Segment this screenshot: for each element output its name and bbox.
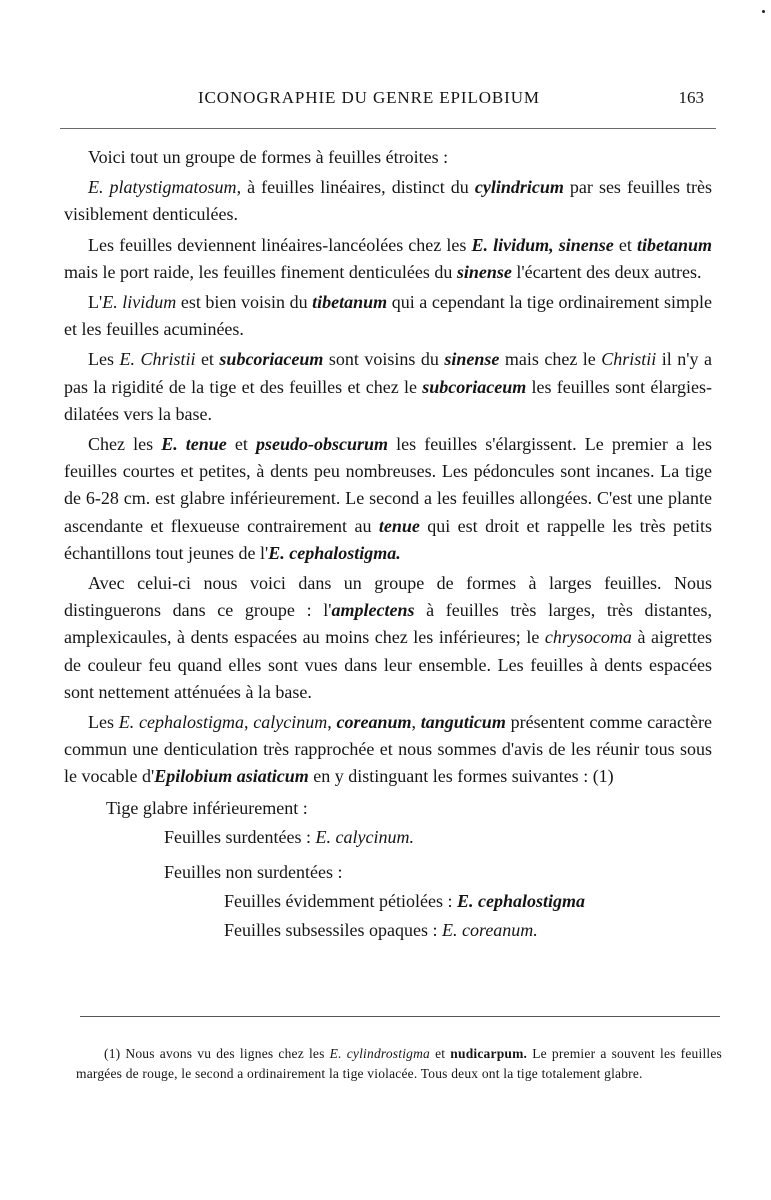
taxon-name: sinense bbox=[444, 349, 500, 370]
taxon-name: sinense bbox=[456, 261, 512, 282]
taxon-name: amplectens bbox=[331, 600, 415, 621]
taxon-name: tenue bbox=[378, 515, 420, 536]
taxon-name: Christii bbox=[601, 349, 657, 370]
taxon-name: E. calycinum. bbox=[315, 826, 414, 847]
taxon-name: tibetanum bbox=[312, 292, 388, 313]
taxon-name: E. platystigmatosum bbox=[88, 177, 237, 198]
key-line: Feuilles non surdentées : bbox=[164, 861, 343, 882]
paragraph: E. platystigmatosum, à feuilles linéaires, distinct du cylindricum par ses feuilles très visiblement denticulées. bbox=[64, 177, 713, 225]
paragraph: Avec celui-ci nous voici dans un groupe de formes à larges feuilles. Nous distinguerons dans ce groupe : l'amplectens à feuilles très larges, très distantes, amplexicaules, à dents espacées au moins chez les inférieures; le chrysocoma à aigrettes de couleur feu quand elles sont vues dans leur ensemble. Les feuilles à dents espacées sont nettement atténuées à la base. bbox=[64, 573, 713, 702]
taxon-name: E. lividum bbox=[102, 292, 177, 313]
taxon-name: subcoriaceum bbox=[422, 376, 527, 397]
taxon-name: nudicarpum. bbox=[450, 1046, 528, 1061]
paragraph: Les E. cephalostigma, calycinum, coreanum, tanguticum présentent comme caractère commun une denticulation très rapprochée et nous sommes d'avis de les réunir tous sous le vocable d'Epilobium asiaticum en y distinguant les formes suivantes : (1) bbox=[64, 712, 712, 787]
taxon-name: E. coreanum. bbox=[442, 919, 538, 940]
paragraph: L'E. lividum est bien voisin du tibetanum qui a cependant la tige ordinairement simple et les feuilles acuminées. bbox=[64, 292, 712, 340]
taxon-name: E. cylindrostigma bbox=[329, 1046, 431, 1061]
paragraph: Les E. Christii et subcoriaceum sont voisins du sinense mais chez le Christii il n'y a pas la rigidité de la tige et des feuilles et chez le subcoriaceum les feuilles sont élargies-dilatées vers la base. bbox=[64, 349, 712, 424]
key-line: Feuilles surdentées : E. calycinum. bbox=[164, 826, 414, 847]
paragraph: Les feuilles deviennent linéaires-lancéolées chez les E. lividum, sinense et tibetanum mais le port raide, les feuilles finement denticulées du sinense l'écartent des deux autres. bbox=[64, 234, 712, 282]
taxon-name: cylindricum bbox=[474, 177, 564, 198]
taxon-name: E. cephalostigma. bbox=[268, 542, 401, 563]
taxon-name: tibetanum bbox=[636, 234, 712, 255]
paragraph: Voici tout un groupe de formes à feuilles étroites : bbox=[88, 147, 449, 167]
taxon-name: subcoriaceum bbox=[219, 349, 324, 370]
paragraph: Chez les E. tenue et pseudo-obscurum les feuilles s'élargissent. Le premier a les feuilles courtes et petites, à dents peu nombreuses. Les pédoncules sont incanes. La tige de 6-28 cm. est glabre inférieurement. Le second a les feuilles allongées. C'est une plante ascendante et flexueuse contrairement au tenue qui est droit et rappelle les très petits échantillons tout jeunes de l'E. cephalostigma. bbox=[64, 434, 713, 563]
body-text bbox=[64, 144, 712, 945]
taxon-name: coreanum bbox=[336, 712, 412, 733]
key-line: Feuilles évidemment pétiolées : E. cephalostigma bbox=[224, 890, 585, 911]
taxon-name: pseudo-obscurum bbox=[255, 434, 389, 455]
key-line: Tige glabre inférieurement : bbox=[106, 797, 308, 818]
taxon-name: E. Christii bbox=[119, 349, 196, 370]
header-rule bbox=[60, 128, 716, 129]
key-line: Feuilles subsessiles opaques : E. coreanum. bbox=[224, 919, 538, 940]
footnote: (1) Nous avons vu des lignes chez les E. cylindrostigma et nudicarpum. Le premier a souvent les feuilles margées de rouge, le second a ordinairement la tige violacée. Tous deux ont la tige totalement glabre. bbox=[76, 1046, 722, 1081]
taxon-name: Epilobium asiaticum bbox=[154, 766, 309, 787]
taxon-name: E. cephalostigma bbox=[456, 890, 585, 911]
identification-key bbox=[64, 794, 712, 945]
running-title: ICONOGRAPHIE DU GENRE EPILOBIUM bbox=[198, 88, 540, 107]
taxon-name: E. lividum, sinense bbox=[471, 234, 614, 255]
taxon-name: tanguticum bbox=[420, 712, 506, 733]
taxon-name: chrysocoma bbox=[544, 627, 632, 648]
footnote-rule bbox=[80, 1016, 720, 1017]
ink-speck bbox=[762, 10, 765, 13]
taxon-name: E. cephalostigma bbox=[118, 712, 245, 733]
taxon-name: calycinum bbox=[253, 712, 328, 733]
taxon-name: E. tenue bbox=[161, 434, 227, 455]
running-head bbox=[60, 88, 712, 112]
page-number: 163 bbox=[678, 88, 704, 107]
